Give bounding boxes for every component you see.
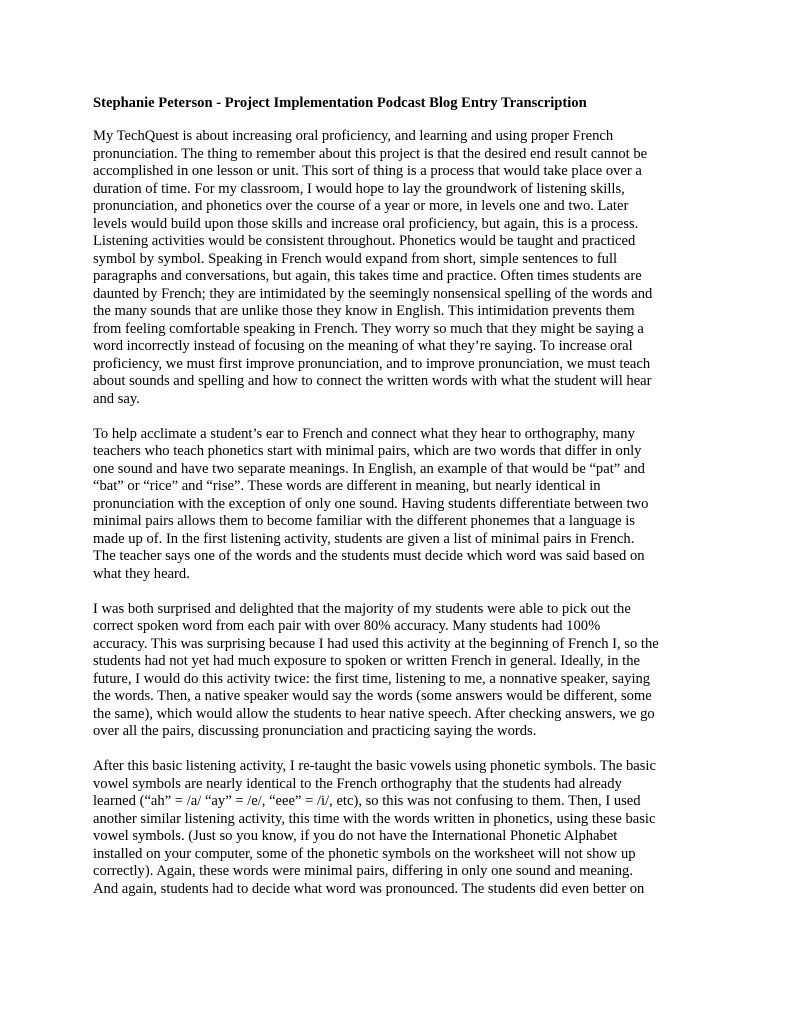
document-page bbox=[93, 92, 715, 916]
text-line: over all the pairs, discussing pronunciation and practicing saying the words. bbox=[93, 723, 537, 739]
text-line: installed on your computer, some of the phonetic symbols on the worksheet will not show up bbox=[93, 845, 636, 862]
text-line: another similar listening activity, this time with the words written in phonetics, using these basic bbox=[93, 810, 656, 827]
text-line: word incorrectly instead of focusing on the meaning of what they’re saying. To increase oral bbox=[93, 338, 633, 354]
text-line: pronunciation, and phonetics over the course of a year or more, in levels one and two. Later bbox=[93, 198, 629, 214]
text-line: correctly). Again, these words were minimal pairs, differing in only one sound and meaning. bbox=[93, 863, 633, 879]
text-line: from feeling comfortable speaking in French. They worry so much that they might be saying a bbox=[93, 320, 644, 337]
text-line: proficiency, we must first improve pronunciation, and to improve pronunciation, we must teach bbox=[93, 355, 651, 372]
document-title: Stephanie Peterson - Project Implementation Podcast Blog Entry Transcription bbox=[93, 95, 587, 111]
text-line: My TechQuest is about increasing oral proficiency, and learning and using proper French bbox=[93, 128, 614, 144]
text-line: accuracy. This was surprising because I had used this activity at the beginning of French I, so the bbox=[93, 635, 659, 652]
text-line: And again, students had to decide what word was pronounced. The students did even better on bbox=[93, 880, 645, 897]
text-line: pronunciation. The thing to remember about this project is that the desired end result cannot be bbox=[93, 145, 648, 162]
text-line: students had not yet had much exposure to spoken or written French in general. Ideally, in the bbox=[93, 653, 640, 669]
text-line: one sound and have two separate meanings. In English, an example of that would be “pat” and bbox=[93, 460, 645, 477]
text-line: teachers who teach phonetics start with minimal pairs, which are two words that differ in only bbox=[93, 443, 642, 459]
text-line: future, I would do this activity twice: the first time, listening to me, a nonnative speaker, saying bbox=[93, 670, 651, 687]
text-line: the same), which would allow the students to hear native speech. After checking answers, we go bbox=[93, 705, 655, 722]
text-line: vowel symbols. (Just so you know, if you do not have the International Phonetic Alphabet bbox=[93, 828, 618, 844]
text-line: minimal pairs allows them to become familiar with the different phonemes that a language is bbox=[93, 513, 635, 529]
text-line: learned (“ah” = /a/ “ay” = /e/, “eee” = /i/, etc), so this was not confusing to them. Then, I used bbox=[93, 793, 641, 809]
text-line: The teacher says one of the words and the students must decide which word was said based on bbox=[93, 548, 645, 564]
text-line: about sounds and spelling and how to connect the written words with what the student will hear bbox=[93, 373, 652, 389]
text-line: daunted by French; they are intimidated by the seemingly nonsensical spelling of the words and bbox=[93, 285, 653, 302]
text-line: After this basic listening activity, I re-taught the basic vowels using phonetic symbols. The basic bbox=[93, 758, 656, 774]
text-line: “bat” or “rice” and “rise”. These words are different in meaning, but nearly identical in bbox=[93, 478, 601, 494]
text-line: vowel symbols are nearly identical to the French orthography that the students had already bbox=[93, 775, 622, 792]
text-line: To help acclimate a student’s ear to French and connect what they hear to orthography, many bbox=[93, 425, 635, 442]
text-line: the many sounds that are unlike those they know in English. This intimidation prevents them bbox=[93, 303, 635, 319]
text-line: the words. Then, a native speaker would say the words (some answers would be different, some bbox=[93, 688, 652, 704]
text-line: duration of time. For my classroom, I would hope to lay the groundwork of listening skills, bbox=[93, 180, 625, 197]
text-line: accomplished in one lesson or unit. This sort of thing is a process that would take place over a bbox=[93, 163, 642, 179]
text-line: what they heard. bbox=[93, 565, 190, 582]
text-line: paragraphs and conversations, but again, this takes time and practice. Often times students are bbox=[93, 268, 642, 284]
paragraph-1 bbox=[93, 128, 715, 408]
text-line: correct spoken word from each pair with over 80% accuracy. Many students had 100% bbox=[93, 618, 601, 634]
text-line: I was both surprised and delighted that the majority of my students were able to pick out the bbox=[93, 600, 631, 617]
text-line: Listening activities would be consistent throughout. Phonetics would be taught and practiced bbox=[93, 233, 636, 249]
text-line: pronunciation with the exception of only one sound. Having students differentiate between two bbox=[93, 495, 649, 512]
text-line: symbol by symbol. Speaking in French would expand from short, simple sentences to full bbox=[93, 250, 618, 267]
text-line: levels would build upon those skills and increase oral proficiency, but again, this is a process. bbox=[93, 215, 639, 232]
paragraph-4 bbox=[93, 758, 715, 898]
paragraph-2 bbox=[93, 426, 715, 584]
paragraph-3 bbox=[93, 601, 715, 741]
text-line: made up of. In the first listening activity, students are given a list of minimal pairs in French. bbox=[93, 530, 635, 547]
text-line: and say. bbox=[93, 390, 140, 407]
